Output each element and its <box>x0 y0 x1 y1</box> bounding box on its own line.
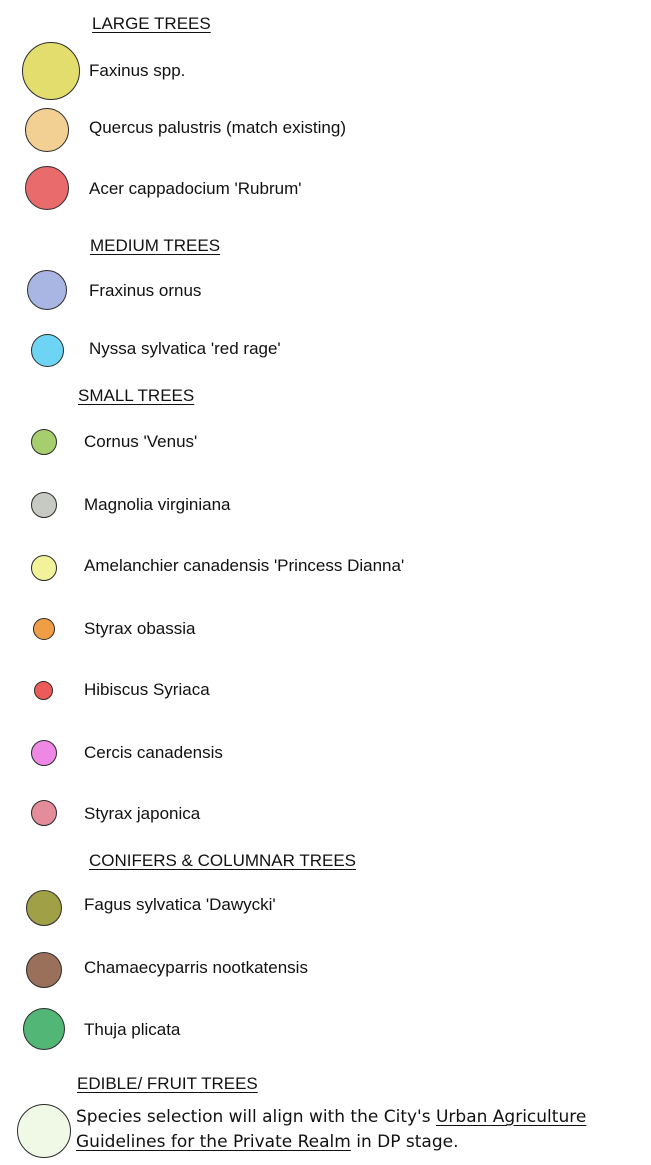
legend-swatch-chamaecyparis <box>26 952 62 988</box>
edible-note-text-2: in DP stage. <box>350 1132 459 1152</box>
legend-label-amelanchier: Amelanchier canadensis 'Princess Dianna' <box>84 556 405 575</box>
legend-swatch-thuja <box>23 1008 65 1050</box>
legend-swatch-fagus <box>26 890 62 926</box>
legend-label-styrax-japonica: Styrax japonica <box>84 804 201 823</box>
legend-swatch-edible <box>17 1104 71 1158</box>
legend-label-magnolia: Magnolia virginiana <box>84 495 231 514</box>
header-conifers: CONIFERS & COLUMNAR TREES <box>89 851 357 870</box>
legend-label-styrax-obassia: Styrax obassia <box>84 619 196 638</box>
legend-swatch-acer <box>25 166 69 210</box>
header-small-trees: SMALL TREES <box>78 386 195 405</box>
legend-label-cercis: Cercis canadensis <box>84 743 223 762</box>
header-edible-trees: EDIBLE/ FRUIT TREES <box>77 1074 258 1093</box>
legend-label-chamaecyparis: Chamaecyparris nootkatensis <box>84 958 308 977</box>
legend-swatch-hibiscus <box>34 681 53 700</box>
legend-swatch-nyssa <box>31 334 64 367</box>
legend-swatch-faxinus <box>22 42 80 100</box>
legend-swatch-cornus <box>31 429 57 455</box>
legend-swatch-cercis <box>31 740 57 766</box>
legend-label-quercus: Quercus palustris (match existing) <box>89 118 346 137</box>
legend-label-cornus: Cornus 'Venus' <box>84 432 198 451</box>
legend-swatch-quercus <box>25 108 69 152</box>
edible-trees-note <box>76 1105 646 1155</box>
legend-swatch-styrax-japonica <box>31 800 57 826</box>
header-large-trees: LARGE TREES <box>92 14 211 33</box>
legend-swatch-amelanchier <box>31 555 57 581</box>
legend-swatch-styrax-obassia <box>33 618 55 640</box>
legend-label-faxinus: Faxinus spp. <box>89 61 186 80</box>
legend-swatch-fraxinus-ornus <box>27 270 67 310</box>
legend-label-fraxinus-ornus: Fraxinus ornus <box>89 281 202 300</box>
legend-label-nyssa: Nyssa sylvatica 'red rage' <box>89 339 281 358</box>
legend-label-acer: Acer cappadocium 'Rubrum' <box>89 179 302 198</box>
legend-label-hibiscus: Hibiscus Syriaca <box>84 680 210 699</box>
header-medium-trees: MEDIUM TREES <box>90 236 221 255</box>
legend-swatch-magnolia <box>31 492 57 518</box>
edible-note-text-1: Species selection will align with the City's <box>76 1107 436 1127</box>
urban-agriculture-guidelines-link[interactable]: Urban Agriculture Guidelines for the Private Realm <box>76 1107 587 1152</box>
legend-label-fagus: Fagus sylvatica 'Dawycki' <box>84 895 276 914</box>
legend-label-thuja: Thuja plicata <box>84 1020 181 1039</box>
